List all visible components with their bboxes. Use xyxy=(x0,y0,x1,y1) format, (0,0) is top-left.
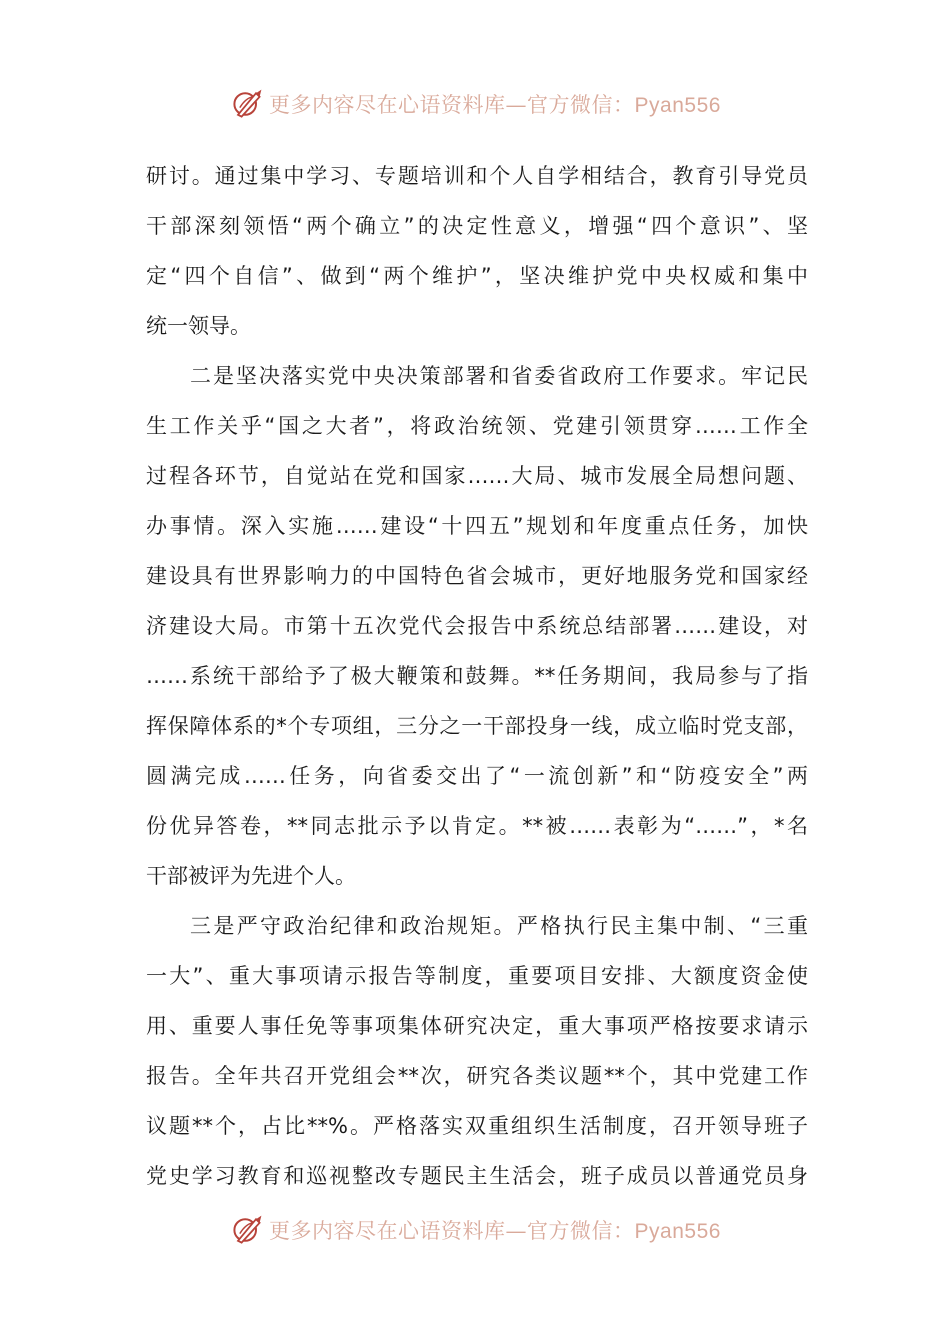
paragraph xyxy=(146,901,808,1201)
text-line: 统一领导。 xyxy=(146,314,251,338)
watermark-text xyxy=(269,1215,721,1245)
text-line: 用、重要人事任免等事项集体研究决定，重大事项严格按要求请示 xyxy=(146,1014,808,1038)
pen-nib-logo-icon xyxy=(229,1212,265,1248)
text-line: 办事情。深入实施……建设“十四五”规划和年度重点任务，加快 xyxy=(146,514,808,538)
document-body xyxy=(146,151,808,1201)
pen-nib-logo-icon xyxy=(229,86,265,122)
text-line: 研讨。通过集中学习、专题培训和个人自学相结合，教育引导党员 xyxy=(146,164,808,188)
text-line: 二是坚决落实党中央决策部署和省委省政府工作要求。牢记民 xyxy=(190,364,808,388)
text-line: 三是严守政治纪律和政治规矩。严格执行民主集中制、“三重 xyxy=(190,914,808,938)
text-line: 过程各环节，自觉站在党和国家……大局、城市发展全局想问题、 xyxy=(146,464,808,488)
watermark-text-en: Pyan556 xyxy=(634,1220,721,1243)
text-line: 济建设大局。市第十五次党代会报告中系统总结部署……建设，对 xyxy=(146,614,808,638)
text-line: 党史学习教育和巡视整改专题民主生活会，班子成员以普通党员身 xyxy=(146,1164,808,1188)
watermark-footer xyxy=(0,1208,950,1252)
text-line: 建设具有世界影响力的中国特色省会城市，更好地服务党和国家经 xyxy=(146,564,808,588)
watermark-text-en: Pyan556 xyxy=(634,94,721,117)
text-line: 圆满完成……任务，向省委交出了“一流创新”和“防疫安全”两 xyxy=(146,764,808,788)
text-line: 报告。全年共召开党组会**次，研究各类议题**个，其中党建工作 xyxy=(146,1064,808,1088)
text-line: 议题**个，占比**%。严格落实双重组织生活制度，召开领导班子 xyxy=(146,1114,808,1138)
text-line: 生工作关乎“国之大者”，将政治统领、党建引领贯穿……工作全 xyxy=(146,414,808,438)
watermark-header xyxy=(0,82,950,126)
text-line: 份优异答卷，**同志批示予以肯定。**被……表彰为“……”，*名 xyxy=(146,814,808,838)
watermark-text-cn: 更多内容尽在心语资料库—官方微信： xyxy=(269,93,635,117)
text-line: 干部深刻领悟“两个确立”的决定性意义，增强“四个意识”、坚 xyxy=(146,214,808,238)
text-line: ……系统干部给予了极大鞭策和鼓舞。**任务期间，我局参与了指 xyxy=(146,664,808,688)
paragraph xyxy=(146,351,808,901)
paragraph xyxy=(146,151,808,351)
text-line: 挥保障体系的*个专项组，三分之一干部投身一线，成立临时党支部， xyxy=(146,714,808,738)
text-line: 定“四个自信”、做到“两个维护”，坚决维护党中央权威和集中 xyxy=(146,264,808,288)
watermark-text-cn: 更多内容尽在心语资料库—官方微信： xyxy=(269,1219,635,1243)
watermark-text xyxy=(269,89,721,119)
text-line: 一大”、重大事项请示报告等制度，重要项目安排、大额度资金使 xyxy=(146,964,808,988)
text-line: 干部被评为先进个人。 xyxy=(146,864,356,888)
